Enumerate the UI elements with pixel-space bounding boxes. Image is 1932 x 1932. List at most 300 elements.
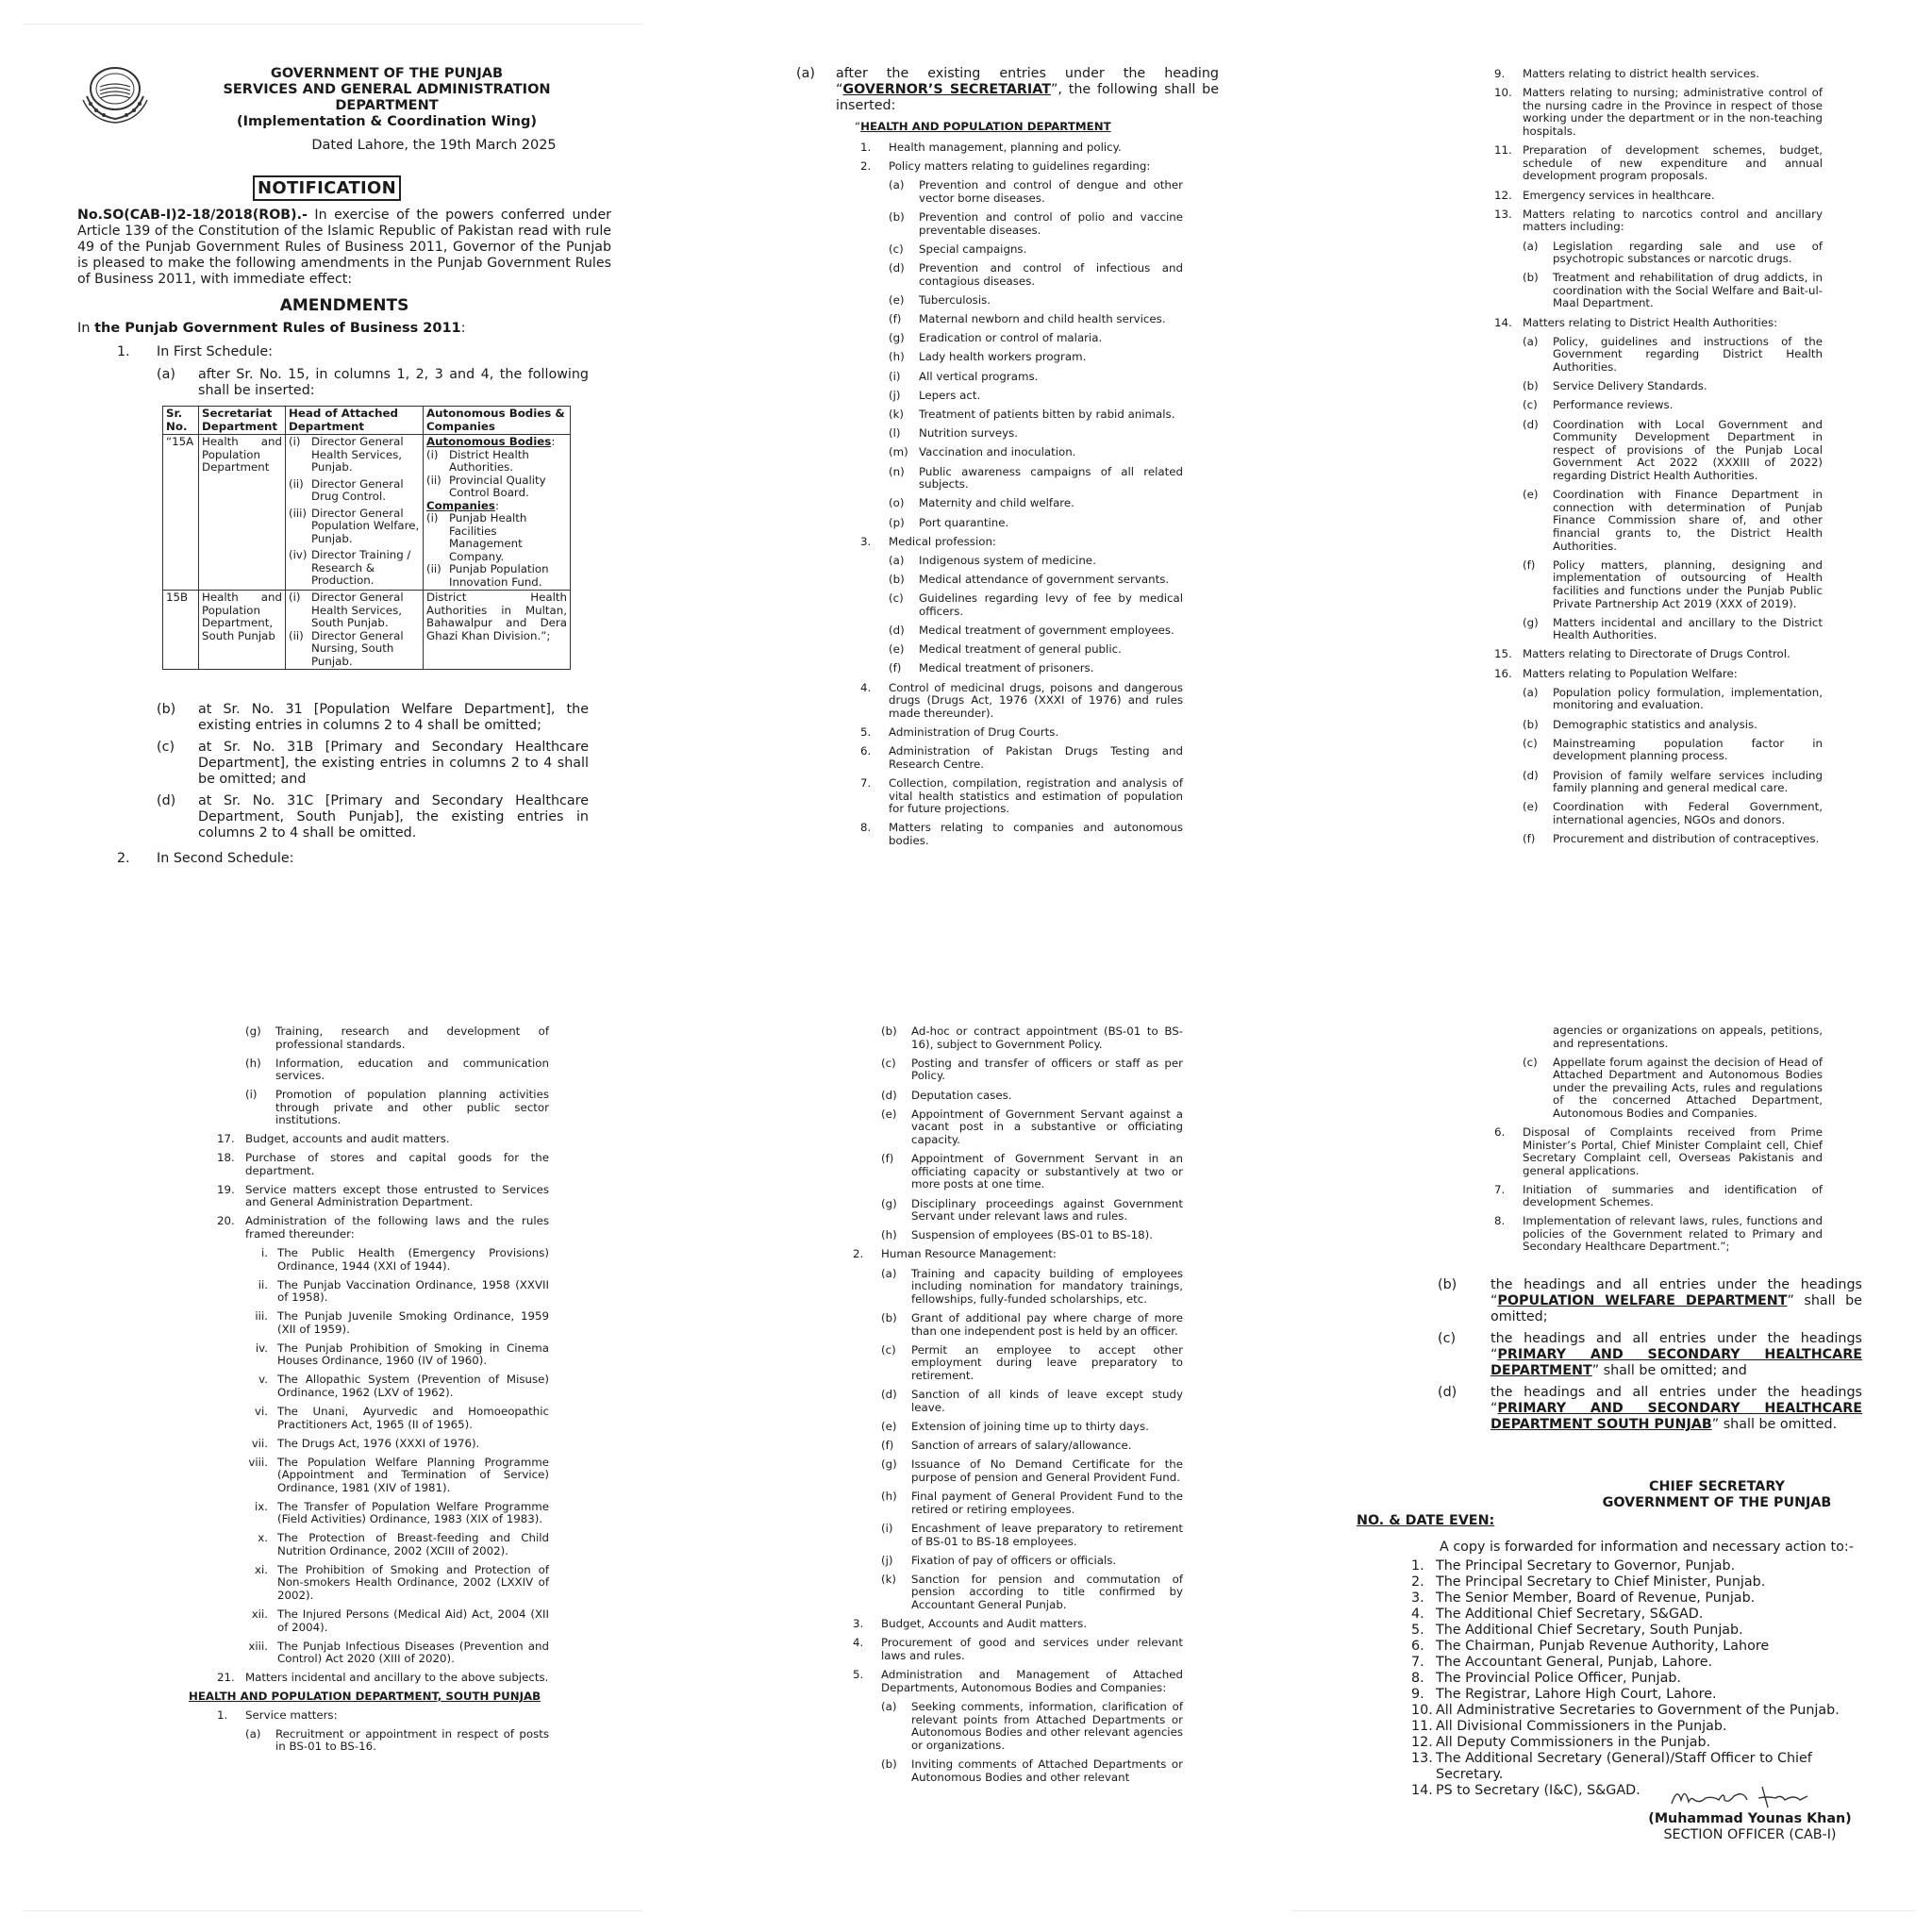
item-number: 6. [1494, 1124, 1506, 1139]
item-number: (e) [881, 1419, 897, 1433]
item-number: (f) [881, 1439, 894, 1453]
recipient-text: The Chairman, Punjab Revenue Authority, Lahore [1436, 1639, 1770, 1654]
item-number: ii. [258, 1277, 268, 1291]
item-number: (j) [881, 1553, 893, 1567]
item-text: Service matters: [245, 1707, 338, 1722]
item-text: The Unani, Ayurvedic and Homoeopathic Practitioners Act, 1965 (II of 1965). [277, 1404, 549, 1431]
item-text: Encashment of leave preparatory to retirement of BS-01 to BS-18 employees. [911, 1521, 1183, 1548]
item-text: Collection, compilation, registration and analysis of vital health statistics and estimation of population for future projections. [889, 776, 1183, 816]
item-number: vi. [254, 1404, 268, 1418]
item-text: Medical attendance of government servants. [919, 573, 1170, 587]
list-item [881, 1058, 1183, 1083]
item-text: Training and capacity building of employees including nomination for mandatory trainings, fellowships, fully-funded scholarships, etc. [911, 1266, 1183, 1306]
list-item [881, 1090, 1183, 1103]
in-suffix: : [460, 321, 466, 336]
item-text: Ad-hoc or contract appointment (BS-01 to BS-16), subject to Government Policy. [911, 1024, 1183, 1051]
item-number: (f) [889, 661, 902, 675]
item-number: 7. [860, 776, 872, 790]
recipient-item: 5. The Additional Chief Secretary, South Punjab. [1411, 1623, 1743, 1638]
recipient-item: 6. The Chairman, Punjab Revenue Authority, Lahore [1411, 1639, 1770, 1654]
list-item [1494, 190, 1823, 203]
cell-heads [286, 435, 424, 591]
list-item [889, 555, 1183, 568]
list-item [1494, 144, 1823, 183]
list-item [245, 1608, 549, 1634]
item-number: (f) [1523, 558, 1536, 572]
item-number: (a) [881, 1266, 897, 1280]
list-item [881, 1229, 1183, 1242]
list-item [860, 160, 1183, 174]
item-number: (c) [889, 242, 904, 256]
item-text: The Population Welfare Planning Programme (Appointment and Termination of Service) Ordinance, 1981 (XIV of 1981). [277, 1455, 549, 1494]
list-item [860, 745, 1183, 771]
item-text: Matters relating to companies and autonomous bodies. [889, 821, 1183, 847]
table-row [163, 435, 571, 591]
list-item [881, 1491, 1183, 1516]
item-text: Purchase of stores and capital goods for the department. [245, 1151, 549, 1177]
list-item [1523, 559, 1823, 610]
item-number: (a) [245, 1726, 261, 1740]
item-text: All vertical programs. [919, 369, 1039, 383]
preamble-text: In exercise of the powers conferred under Article 139 of the Constitution of the Islamic Republic of Pakistan read with rule 49 of the Punjab Government Rules of Business 2011, Governor of the Punjab is pleased to make the following amendments in the Punjab Government Rules of Business 2011, with immediate effect: [77, 208, 612, 287]
recipient-text: The Senior Member, Board of Revenue, Punjab. [1436, 1591, 1756, 1606]
list-item [245, 1501, 549, 1526]
item-text: The Drugs Act, 1976 (XXXI of 1976). [277, 1436, 480, 1450]
list-item [245, 1728, 549, 1754]
item-number: (d) [889, 261, 905, 275]
item-text: Policy, guidelines and instructions of the Government regarding District Health Authorities. [1553, 334, 1823, 375]
item-text: Population policy formulation, implementation, monitoring and evaluation. [1553, 685, 1823, 712]
list-item [853, 1637, 1183, 1662]
list-item [881, 1268, 1183, 1307]
auto-item: (i) District Health Authorities. [426, 447, 529, 474]
item-text: Administration of Pakistan Drugs Testing and Research Centre. [889, 744, 1183, 771]
p5-list [853, 1025, 1183, 1790]
list-item [881, 1701, 1183, 1752]
item-text: Port quarantine. [919, 515, 1009, 529]
header-line: SERVICES AND GENERAL ADMINISTRATION [223, 82, 551, 97]
item-text: Suspension of employees (BS-01 to BS-18). [911, 1228, 1154, 1242]
page-1 [0, 0, 651, 943]
item-text: Medical treatment of general public. [919, 642, 1122, 657]
recipient-text: The Registrar, Lahore High Court, Lahore. [1436, 1687, 1717, 1702]
recipient-text: All Administrative Secretaries to Government of the Punjab. [1436, 1703, 1840, 1718]
item-text: In First Schedule: [157, 344, 273, 359]
clause-b: (b) at Sr. No. 31 [Population Welfare Department], the existing entries in columns 2 to 4 shall be omitted; [157, 702, 589, 733]
p2-list [860, 142, 1183, 854]
header-line: DEPARTMENT [335, 98, 439, 113]
rules-name: the Punjab Government Rules of Business 2011 [94, 321, 461, 336]
item-number: 8. [860, 821, 872, 835]
item-text: Deputation cases. [911, 1088, 1012, 1102]
item-text: Vaccination and inoculation. [919, 445, 1076, 459]
item-number: (e) [889, 292, 905, 307]
item-number: xi. [254, 1562, 268, 1576]
col-header: Autonomous Bodies & Companies [424, 407, 571, 435]
item-number: vii. [251, 1436, 268, 1450]
p2-clause-a: (a) after the existing entries under the heading “GOVERNOR’S SECRETARIAT”, the following shall be inserted: [796, 66, 1219, 113]
item-number: (b) [881, 1024, 897, 1038]
item-text: Service Delivery Standards. [1553, 379, 1707, 393]
recipient-item: 14. PS to Secretary (I&C), S&GAD. [1411, 1783, 1641, 1798]
list-item [1523, 489, 1823, 553]
item-number: (g) [881, 1196, 897, 1210]
item-text: Lady health workers program. [919, 350, 1087, 364]
item-text: Matters relating to Directorate of Drugs Control. [1523, 647, 1790, 661]
p4-list [189, 1024, 549, 1759]
item-number: (g) [245, 1024, 261, 1038]
header-line: (Implementation & Coordination Wing) [237, 114, 537, 129]
item-number: (a) [1523, 239, 1539, 253]
item-text: The Punjab Vaccination Ordinance, 1958 (XXVII of 1958). [277, 1277, 549, 1305]
list-item [245, 1310, 549, 1336]
list-item [1523, 380, 1823, 393]
item-number: 18. [217, 1151, 235, 1165]
item-text: Matters incidental and ancillary to the District Health Authorities. [1553, 615, 1823, 642]
list-item [245, 1564, 549, 1603]
list-item [889, 446, 1183, 459]
item-number: (k) [881, 1572, 897, 1586]
recipient-item: 13. The Additional Secretary (General)/Staff Officer to Chief Secretary. [1411, 1751, 1883, 1783]
list-item [889, 332, 1183, 345]
item-number: 14. [1494, 315, 1512, 329]
list-item [889, 408, 1183, 422]
item-number: ix. [254, 1499, 268, 1513]
list-item [217, 1215, 549, 1241]
recipient-text: The Principal Secretary to Chief Minister, Punjab. [1436, 1574, 1766, 1590]
recipient-item: 4. The Additional Chief Secretary, S&GAD. [1411, 1607, 1704, 1622]
clause-d: (d) at Sr. No. 31C [Primary and Secondary Healthcare Department, South Punjab], the existing entries in columns 2 to 4 shall be omitted. [157, 793, 589, 841]
list-item [245, 1406, 549, 1431]
item-number: 13. [1494, 207, 1512, 221]
list-item [881, 1523, 1183, 1548]
list-item [889, 390, 1183, 403]
item-number: (h) [881, 1228, 897, 1242]
item-text: The Transfer of Population Welfare Programme (Field Activities) Ordinance, 1983 (XIX of 1983). [277, 1499, 549, 1526]
cell-sr: 15B [163, 591, 199, 670]
list-item [860, 777, 1183, 816]
item-number: (a) [889, 553, 905, 567]
item-number: (m) [889, 445, 908, 459]
header-line: GOVERNMENT OF THE PUNJAB [270, 66, 504, 81]
item-text: Permit an employee to accept other employment during leave preparatory to retirement. [911, 1342, 1183, 1382]
item-number: (j) [889, 388, 901, 402]
list-item [889, 625, 1183, 638]
item-number: (f) [1523, 832, 1536, 846]
item-number: (h) [245, 1056, 261, 1070]
list-item [889, 211, 1183, 237]
list-item [217, 1133, 549, 1146]
item-text: Budget, accounts and audit matters. [245, 1132, 450, 1146]
item-text: The Protection of Breast-feeding and Child Nutrition Ordinance, 2002 (XCIII of 2002). [277, 1531, 549, 1557]
list-item [1523, 1024, 1823, 1050]
item-text: Matters relating to narcotics control and ancillary matters including: [1523, 207, 1823, 234]
item-text: Control of medicinal drugs, poisons and dangerous drugs (Drugs Act, 1976 (XXXI of 1976) and rules made thereunder). [889, 680, 1183, 720]
companies-label: Companies [426, 498, 495, 512]
item-text: Treatment of patients bitten by rabid animals. [919, 408, 1175, 422]
item-text: Administration of the following laws and the rules framed thereunder: [245, 1214, 549, 1241]
item-number: 16. [1494, 666, 1512, 680]
list-item [1523, 833, 1823, 846]
list-item [1523, 272, 1823, 310]
list-item [881, 1758, 1183, 1784]
item-number: (i) [889, 369, 901, 383]
recipient-item: 11. All Divisional Commissioners in the Punjab. [1411, 1719, 1727, 1734]
list-item [889, 262, 1183, 288]
list-item [889, 662, 1183, 675]
item-1 [117, 344, 589, 360]
item-number: 6. [860, 744, 872, 758]
cell-heads [286, 591, 424, 670]
list-item [889, 351, 1183, 364]
list-item [881, 1312, 1183, 1338]
list-item [245, 1374, 549, 1399]
item-text: Treatment and rehabilitation of drug addicts, in coordination with the Social Welfare and Bait-ul-Maal Department. [1553, 271, 1823, 310]
list-item [1523, 336, 1823, 375]
company-item: (i) Punjab Health Facilities Management Company. [426, 511, 527, 563]
item-number: (a) [1523, 685, 1539, 699]
item-text: Prevention and control of polio and vaccine preventable diseases. [919, 210, 1183, 237]
list-item [889, 574, 1183, 587]
item-number: 15. [1494, 647, 1512, 661]
item-2: 2. In Second Schedule: [117, 851, 294, 866]
list-item [889, 294, 1183, 308]
list-item [881, 1458, 1183, 1484]
item-text: Posting and transfer of officers or staff as per Policy. [911, 1056, 1183, 1083]
p3-list [1494, 68, 1823, 852]
col-header: Secretariat Department [199, 407, 286, 435]
list-item [1523, 419, 1823, 483]
preamble [77, 208, 611, 288]
item-number: i. [260, 1246, 268, 1260]
list-item [889, 497, 1183, 510]
item-number: (e) [889, 642, 905, 657]
item-number: (a) [881, 1700, 897, 1713]
recipient-text: The Principal Secretary to Governor, Punjab. [1436, 1558, 1736, 1574]
item-text: Preparation of development schemes, budget, schedule of new expenditure and annual development program proposals. [1523, 143, 1823, 183]
col-header: Sr. No. [163, 407, 199, 435]
item-number: (b) [889, 210, 905, 225]
recipient-item: 1. The Principal Secretary to Governor, Punjab. [1411, 1558, 1736, 1574]
head-item: (ii) Director General Drug Control. [289, 476, 404, 503]
clause-text: after Sr. No. 15, in columns 1, 2, 3 and 4, the following shall be inserted: [198, 367, 589, 398]
item-number: 3. [860, 534, 872, 548]
item-text: Procurement of good and services under relevant laws and rules. [881, 1636, 1183, 1663]
clause-d: (d) the headings and all entries under the headings “PRIMARY AND SECONDARY HEALTHCARE DEPARTMENT SOUTH PUNJAB” shall be omitted. [1438, 1385, 1862, 1432]
list-item [245, 1058, 549, 1083]
item-number: (b) [889, 573, 905, 587]
list-item [881, 1025, 1183, 1051]
item-number: 10. [1494, 86, 1512, 100]
col-header: Head of Attached Department [286, 407, 424, 435]
item-text: Information, education and communication services. [275, 1056, 549, 1083]
list-item [1494, 68, 1823, 81]
item-number: (b) [1523, 717, 1539, 731]
item-text: Seeking comments, information, clarification of relevant points from Attached Departments or Autonomous Bodies and other relevant agencies or organizations. [911, 1700, 1183, 1752]
item-number: (e) [1523, 488, 1539, 502]
item-text: Sanction for pension and commutation of pension according to title confirmed by Accountant General Punjab. [911, 1572, 1183, 1612]
list-item [889, 517, 1183, 530]
notification-number: No.SO(CAB-I)2-18/2018(ROB).- [77, 208, 308, 223]
list-item [1494, 1215, 1823, 1254]
cell-autonomous: Autonomous Bodies: (i) District Health Authorities. (ii) Provincial Quality Control Board. Companies: (i) Punjab Health Facilities Management Company. (ii) Punjab Population Innovation Fund. [424, 435, 571, 591]
item-number: (h) [889, 350, 905, 364]
item-number: 9. [1494, 67, 1506, 80]
no-date-even: NO. & DATE EVEN: [1357, 1513, 1495, 1528]
autonomous-label: Autonomous Bodies [426, 435, 552, 448]
item-number: 2. [860, 159, 872, 174]
clause-number: (a) [157, 367, 175, 382]
list-item [1523, 801, 1823, 826]
item-text: Emergency services in healthcare. [1523, 188, 1715, 202]
list-item [860, 142, 1183, 155]
item-text: Eradication or control of malaria. [919, 331, 1103, 345]
list-item [853, 1618, 1183, 1631]
item-number: (a) [889, 178, 905, 192]
item-number: 3. [853, 1617, 864, 1631]
list-item [860, 822, 1183, 847]
list-item [860, 536, 1183, 549]
item-text: Human Resource Management: [881, 1247, 1057, 1261]
notification-title: NOTIFICATION [253, 175, 401, 201]
list-item [1494, 1126, 1823, 1177]
item-text: Matters relating to nursing; administrative control of the nursing cadre in the Province in respect of those working under the department or in the non-teaching hospitals. [1523, 86, 1823, 138]
list-item [1494, 1184, 1823, 1209]
list-item [217, 1672, 549, 1685]
item-number: 21. [217, 1671, 235, 1685]
list-item [1523, 1057, 1823, 1121]
list-item [889, 371, 1183, 384]
list-item [245, 1438, 549, 1451]
signature-icon [1668, 1781, 1838, 1811]
item-number: (f) [889, 312, 902, 326]
punjab-emblem-icon [77, 58, 153, 125]
recipient-item: 10. All Administrative Secretaries to Government of the Punjab. [1411, 1703, 1840, 1718]
item-text: Implementation of relevant laws, rules, functions and policies of the Government related to Primary and Secondary Healthcare Department.”; [1523, 1214, 1823, 1254]
clauses-bcd [157, 702, 589, 841]
list-item [881, 1108, 1183, 1147]
cell-dept: Health and Population Department [199, 435, 286, 591]
item-text: Issuance of No Demand Certificate for the purpose of pension and General Provident Fund. [911, 1457, 1183, 1484]
item-number: (b) [1523, 271, 1539, 285]
list-item [245, 1025, 549, 1051]
amendments-heading: AMENDMENTS [279, 296, 409, 315]
item-text: The Public Health (Emergency Provisions) Ordinance, 1944 (XXI of 1944). [277, 1246, 549, 1273]
p6-list [1494, 1024, 1823, 1259]
item-number: (c) [1523, 1055, 1538, 1069]
item-number: (f) [881, 1152, 894, 1166]
page-edge [1292, 1910, 1915, 1911]
item-text: Policy matters relating to guidelines regarding: [889, 159, 1151, 174]
table-row [163, 591, 571, 670]
recipient-text: The Additional Chief Secretary, S&GAD. [1436, 1607, 1704, 1622]
item-number: 5. [860, 725, 872, 740]
list-item [853, 1669, 1183, 1694]
item-text: Procurement and distribution of contraceptives. [1553, 832, 1820, 846]
list-item [1523, 241, 1823, 266]
item-number: 2. [853, 1247, 864, 1261]
item-text: Maternal newborn and child health services. [919, 312, 1166, 326]
list-item [889, 592, 1183, 618]
list-item [217, 1152, 549, 1177]
item-number: xii. [251, 1607, 268, 1621]
item-text: Recruitment or appointment in respect of posts in BS-01 to BS-16. [275, 1726, 549, 1754]
item-text: agencies or organizations on appeals, petitions, and representations. [1553, 1024, 1823, 1050]
item-text: Demographic statistics and analysis. [1553, 717, 1757, 731]
p6-clauses [1438, 1277, 1862, 1439]
item-number: (d) [1523, 768, 1539, 782]
item-number: (c) [1523, 736, 1538, 750]
item-number: (e) [881, 1107, 897, 1121]
item-text: Inviting comments of Attached Departments or Autonomous Bodies and other relevant [911, 1757, 1183, 1784]
list-item [1494, 317, 1823, 330]
dated-line: Dated Lahore, the 19th March 2025 [311, 138, 557, 153]
item-number: iv. [255, 1341, 268, 1355]
item-text: Administration of Drug Courts. [889, 725, 1059, 740]
item-text: Fixation of pay of officers or officials. [911, 1553, 1117, 1567]
item-number: (e) [1523, 800, 1539, 814]
item-text: Maternity and child welfare. [919, 496, 1074, 510]
item-number: (c) [881, 1056, 896, 1070]
item-text: Medical profession: [889, 534, 996, 548]
list-item [245, 1247, 549, 1273]
item-text: Appellate forum against the decision of Head of Attached Department and Autonomous Bodies under the prevailing Acts, rules and regulations of the concerned Attached Department, Autonomous Bodies and Companies. [1553, 1055, 1823, 1120]
item-number: 5. [853, 1668, 864, 1682]
p2-heading: “HEALTH AND POPULATION DEPARTMENT [855, 120, 1111, 133]
list-item [1523, 399, 1823, 412]
list-item [881, 1344, 1183, 1383]
auto-item: (ii) Provincial Quality Control Board. [426, 473, 546, 499]
signer-name: (Muhammad Younas Khan) [1648, 1811, 1852, 1826]
item-number: (d) [889, 624, 905, 638]
item-number: v. [258, 1373, 268, 1387]
item-number: (b) [881, 1757, 897, 1771]
item-number: (g) [889, 331, 905, 345]
item-text: Budget, Accounts and Audit matters. [881, 1617, 1088, 1631]
recipient-text: The Additional Secretary (General)/Staff Officer to Chief Secretary. [1436, 1751, 1812, 1782]
item-text: Coordination with Local Government and Community Development Department in respect of provisions of the Punjab Local Government Act 2022 (XXXIII of 2022) regarding District Health Authorities. [1553, 417, 1823, 482]
list-item [881, 1555, 1183, 1568]
item-number: 8. [1494, 1214, 1506, 1228]
item-number: (d) [881, 1388, 897, 1402]
list-item [881, 1574, 1183, 1612]
list-item [217, 1709, 549, 1723]
item-text: Medical treatment of prisoners. [919, 661, 1094, 675]
item-text: Public awareness campaigns of all related subjects. [919, 464, 1183, 491]
item-number: xiii. [248, 1639, 268, 1653]
item-text: The Punjab Infectious Diseases (Prevention and Control) Act 2020 (XIII of 2020). [277, 1639, 549, 1666]
item-text: Initiation of summaries and identification of development Schemes. [1523, 1182, 1823, 1209]
item-number: (i) [881, 1521, 893, 1535]
item-text: Guidelines regarding levy of fee by medical officers. [919, 591, 1183, 618]
item-text: Medical treatment of government employees. [919, 624, 1174, 638]
list-item [245, 1279, 549, 1305]
recipient-item: 12. All Deputy Commissioners in the Punjab. [1411, 1735, 1711, 1750]
signer-title: SECTION OFFICER (CAB-I) [1663, 1827, 1837, 1842]
recipient-item: 7. The Accountant General, Punjab, Lahore. [1411, 1655, 1713, 1670]
list-item [1523, 687, 1823, 712]
head-item: (ii) Director General Nursing, South Punjab. [289, 628, 404, 668]
list-item [245, 1342, 549, 1368]
list-item [1494, 668, 1823, 681]
item-number: (d) [881, 1088, 897, 1102]
item-number: (c) [889, 591, 904, 606]
item-number: (c) [881, 1342, 896, 1357]
item-number: (c) [1523, 398, 1538, 412]
list-item [889, 243, 1183, 257]
item-number: (b) [1523, 379, 1539, 393]
item-number: viii. [248, 1455, 268, 1469]
